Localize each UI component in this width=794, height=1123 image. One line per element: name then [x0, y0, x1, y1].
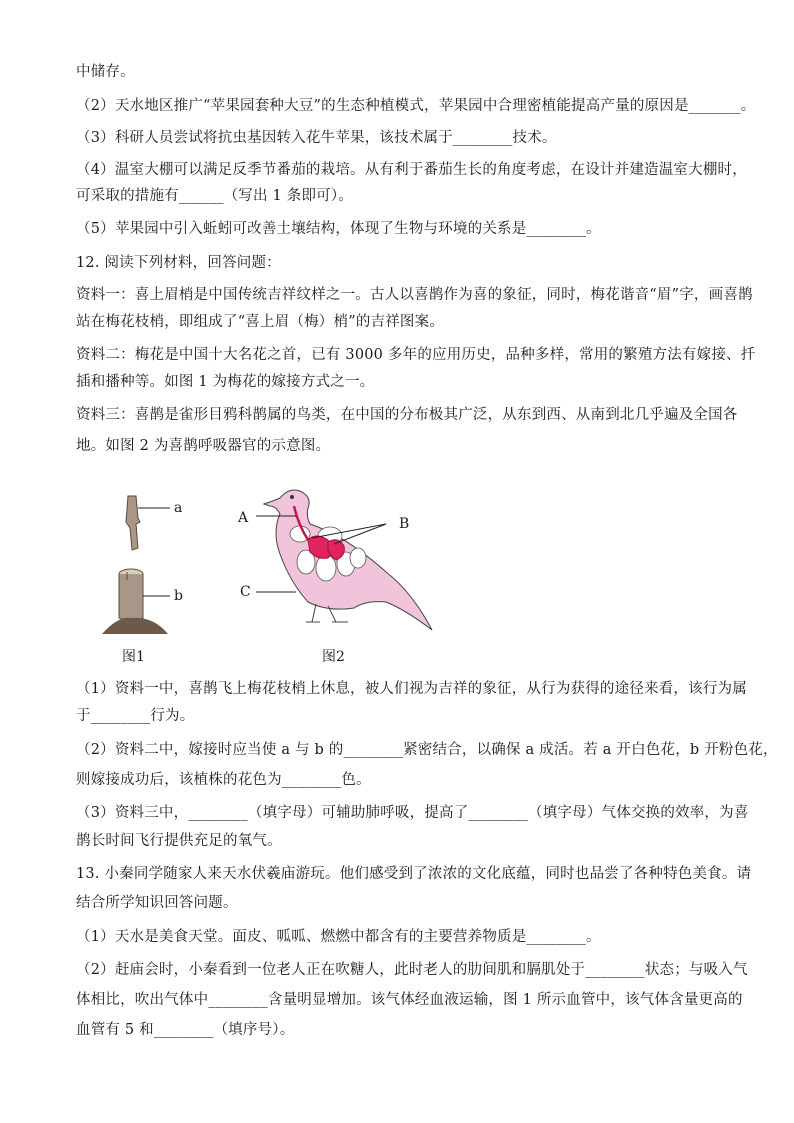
label-C: C	[240, 584, 251, 600]
question-11-2: （2）天水地区推广“苹果园套种大豆”的生态种植模式，苹果园中合理密植能提高产量的原因是_______。	[76, 98, 756, 114]
question-12-2: （2）资料二中，嫁接时应当使 a 与 b 的________紧密结合，以确保 a 成活。若 a 开白色花，b 开粉色花，	[76, 742, 778, 758]
text-line: 结合所学知识回答问题。	[76, 895, 238, 911]
text-line: 可采取的措施有______（写出 1 条即可）。	[76, 188, 353, 204]
material-1: 资料一：喜上眉梢是中国传统吉祥纹样之一。古人以喜鹊作为喜的象征，同时，梅花谐音“眉”字，画喜鹊	[76, 287, 753, 303]
text-line: 于________行为。	[76, 708, 195, 724]
text-line: 中储存。	[76, 64, 135, 80]
question-12-title: 12. 阅读下列材料，回答问题：	[76, 255, 281, 271]
text-line: 鹊长时间飞行提供充足的氧气。	[76, 833, 282, 849]
question-11-3: （3）科研人员尝试将抗虫基因转入花牛苹果，该技术属于________技术。	[76, 130, 557, 146]
label-b: b	[174, 588, 183, 604]
figure-1-grafting	[98, 488, 208, 638]
text-line: 则嫁接成功后，该植株的花色为________色。	[76, 772, 371, 788]
question-13-1: （1）天水是美食天堂。面皮、呱呱、燃燃中都含有的主要营养物质是________。	[76, 929, 601, 945]
text-line: 站在梅花枝梢，即组成了“喜上眉（梅）梢”的吉祥图案。	[76, 314, 445, 330]
question-11-5: （5）苹果园中引入蚯蚓可改善土壤结构，体现了生物与环境的关系是________。	[76, 221, 601, 237]
text-line: 插和播种等。如图 1 为梅花的嫁接方式之一。	[76, 374, 375, 390]
label-B: B	[399, 516, 410, 532]
figure-2-caption: 图2	[322, 649, 345, 665]
material-2: 资料二：梅花是中国十大名花之首，已有 3000 多年的应用历史，品种多样，常用的繁殖方法有嫁接、扦	[76, 347, 756, 363]
figure-1-caption: 图1	[122, 649, 145, 665]
text-line: 血管有 5 和________（填序号）。	[76, 1022, 295, 1038]
label-A: A	[238, 510, 249, 526]
question-11-4: （4）温室大棚可以满足反季节番茄的栽培。从有利于番茄生长的角度考虑，在设计并建造温室大棚时，	[76, 162, 747, 178]
figure-2-bird	[236, 484, 436, 632]
label-a: a	[174, 500, 183, 516]
text-line: 体相比，吹出气体中________含量明显增加。该气体经血液运输，图 1 所示血管中，该气体含量更高的	[76, 992, 743, 1008]
material-3: 资料三：喜鹊是雀形目鸦科鹊属的鸟类，在中国的分布极其广泛，从东到西、从南到北几乎遍及全国各	[76, 407, 738, 423]
question-12-1: （1）资料一中，喜鹊飞上梅花枝梢上休息，被人们视为吉祥的象征，从行为获得的途径来看，该行为属	[76, 681, 747, 697]
question-12-3: （3）资料三中，________（填字母）可辅助肺呼吸，提高了________（填字母）气体交换的效率，为喜	[76, 805, 749, 821]
question-13-2: （2）赶庙会时，小秦看到一位老人正在吹糖人，此时老人的肋间肌和膈肌处于________状态；与吸入气	[76, 962, 748, 978]
question-13-title: 13. 小秦同学随家人来天水伏羲庙游玩。他们感受到了浓浓的文化底蕴，同时也品尝了各种特色美食。请	[76, 866, 752, 882]
text-line: 地。如图 2 为喜鹊呼吸器官的示意图。	[76, 438, 331, 454]
